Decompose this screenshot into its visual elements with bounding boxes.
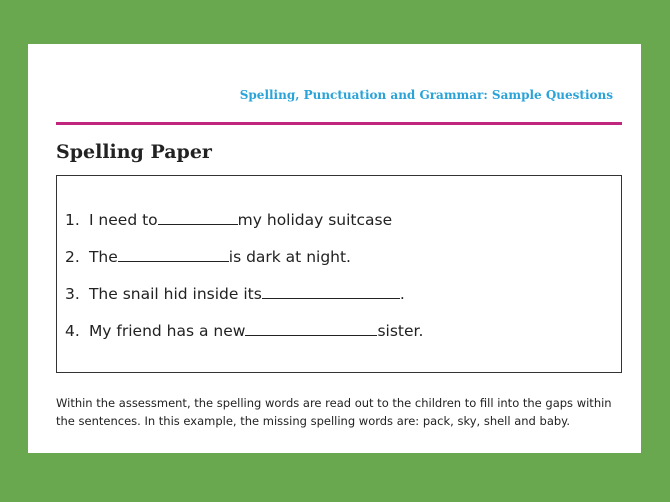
- answer-gap[interactable]: [158, 210, 238, 225]
- question-3: [65, 284, 405, 303]
- question-number: 1.: [65, 211, 80, 229]
- header-title: Spelling, Punctuation and Grammar: Sample Questions: [239, 88, 613, 102]
- answer-gap[interactable]: [245, 321, 377, 336]
- question-number: 4.: [65, 322, 80, 340]
- question-text-before: The snail hid inside its: [88, 285, 262, 303]
- header-divider: [56, 122, 622, 125]
- question-number: 3.: [65, 285, 80, 303]
- answer-gap[interactable]: [118, 247, 229, 262]
- answer-gap[interactable]: [262, 284, 400, 299]
- question-1: [65, 210, 392, 229]
- document-page: [28, 44, 641, 453]
- page-title: Spelling Paper: [56, 141, 212, 163]
- question-text-before: I need to: [88, 211, 158, 229]
- question-4: [65, 321, 423, 340]
- questions-box: [56, 175, 622, 373]
- caption-text: Within the assessment, the spelling words are read out to the children to fill into the gaps within the sentences. In this example, the missing spelling words are: pack, sky, shell and baby.: [56, 396, 612, 428]
- question-text-after: .: [399, 285, 405, 303]
- question-text-after: sister.: [377, 322, 424, 340]
- question-number: 2.: [65, 248, 80, 266]
- question-text-after: is dark at night.: [228, 248, 351, 266]
- question-text-before: My friend has a new: [88, 322, 246, 340]
- question-2: [65, 247, 351, 266]
- question-text-before: The: [88, 248, 118, 266]
- question-text-after: my holiday suitcase: [237, 211, 393, 229]
